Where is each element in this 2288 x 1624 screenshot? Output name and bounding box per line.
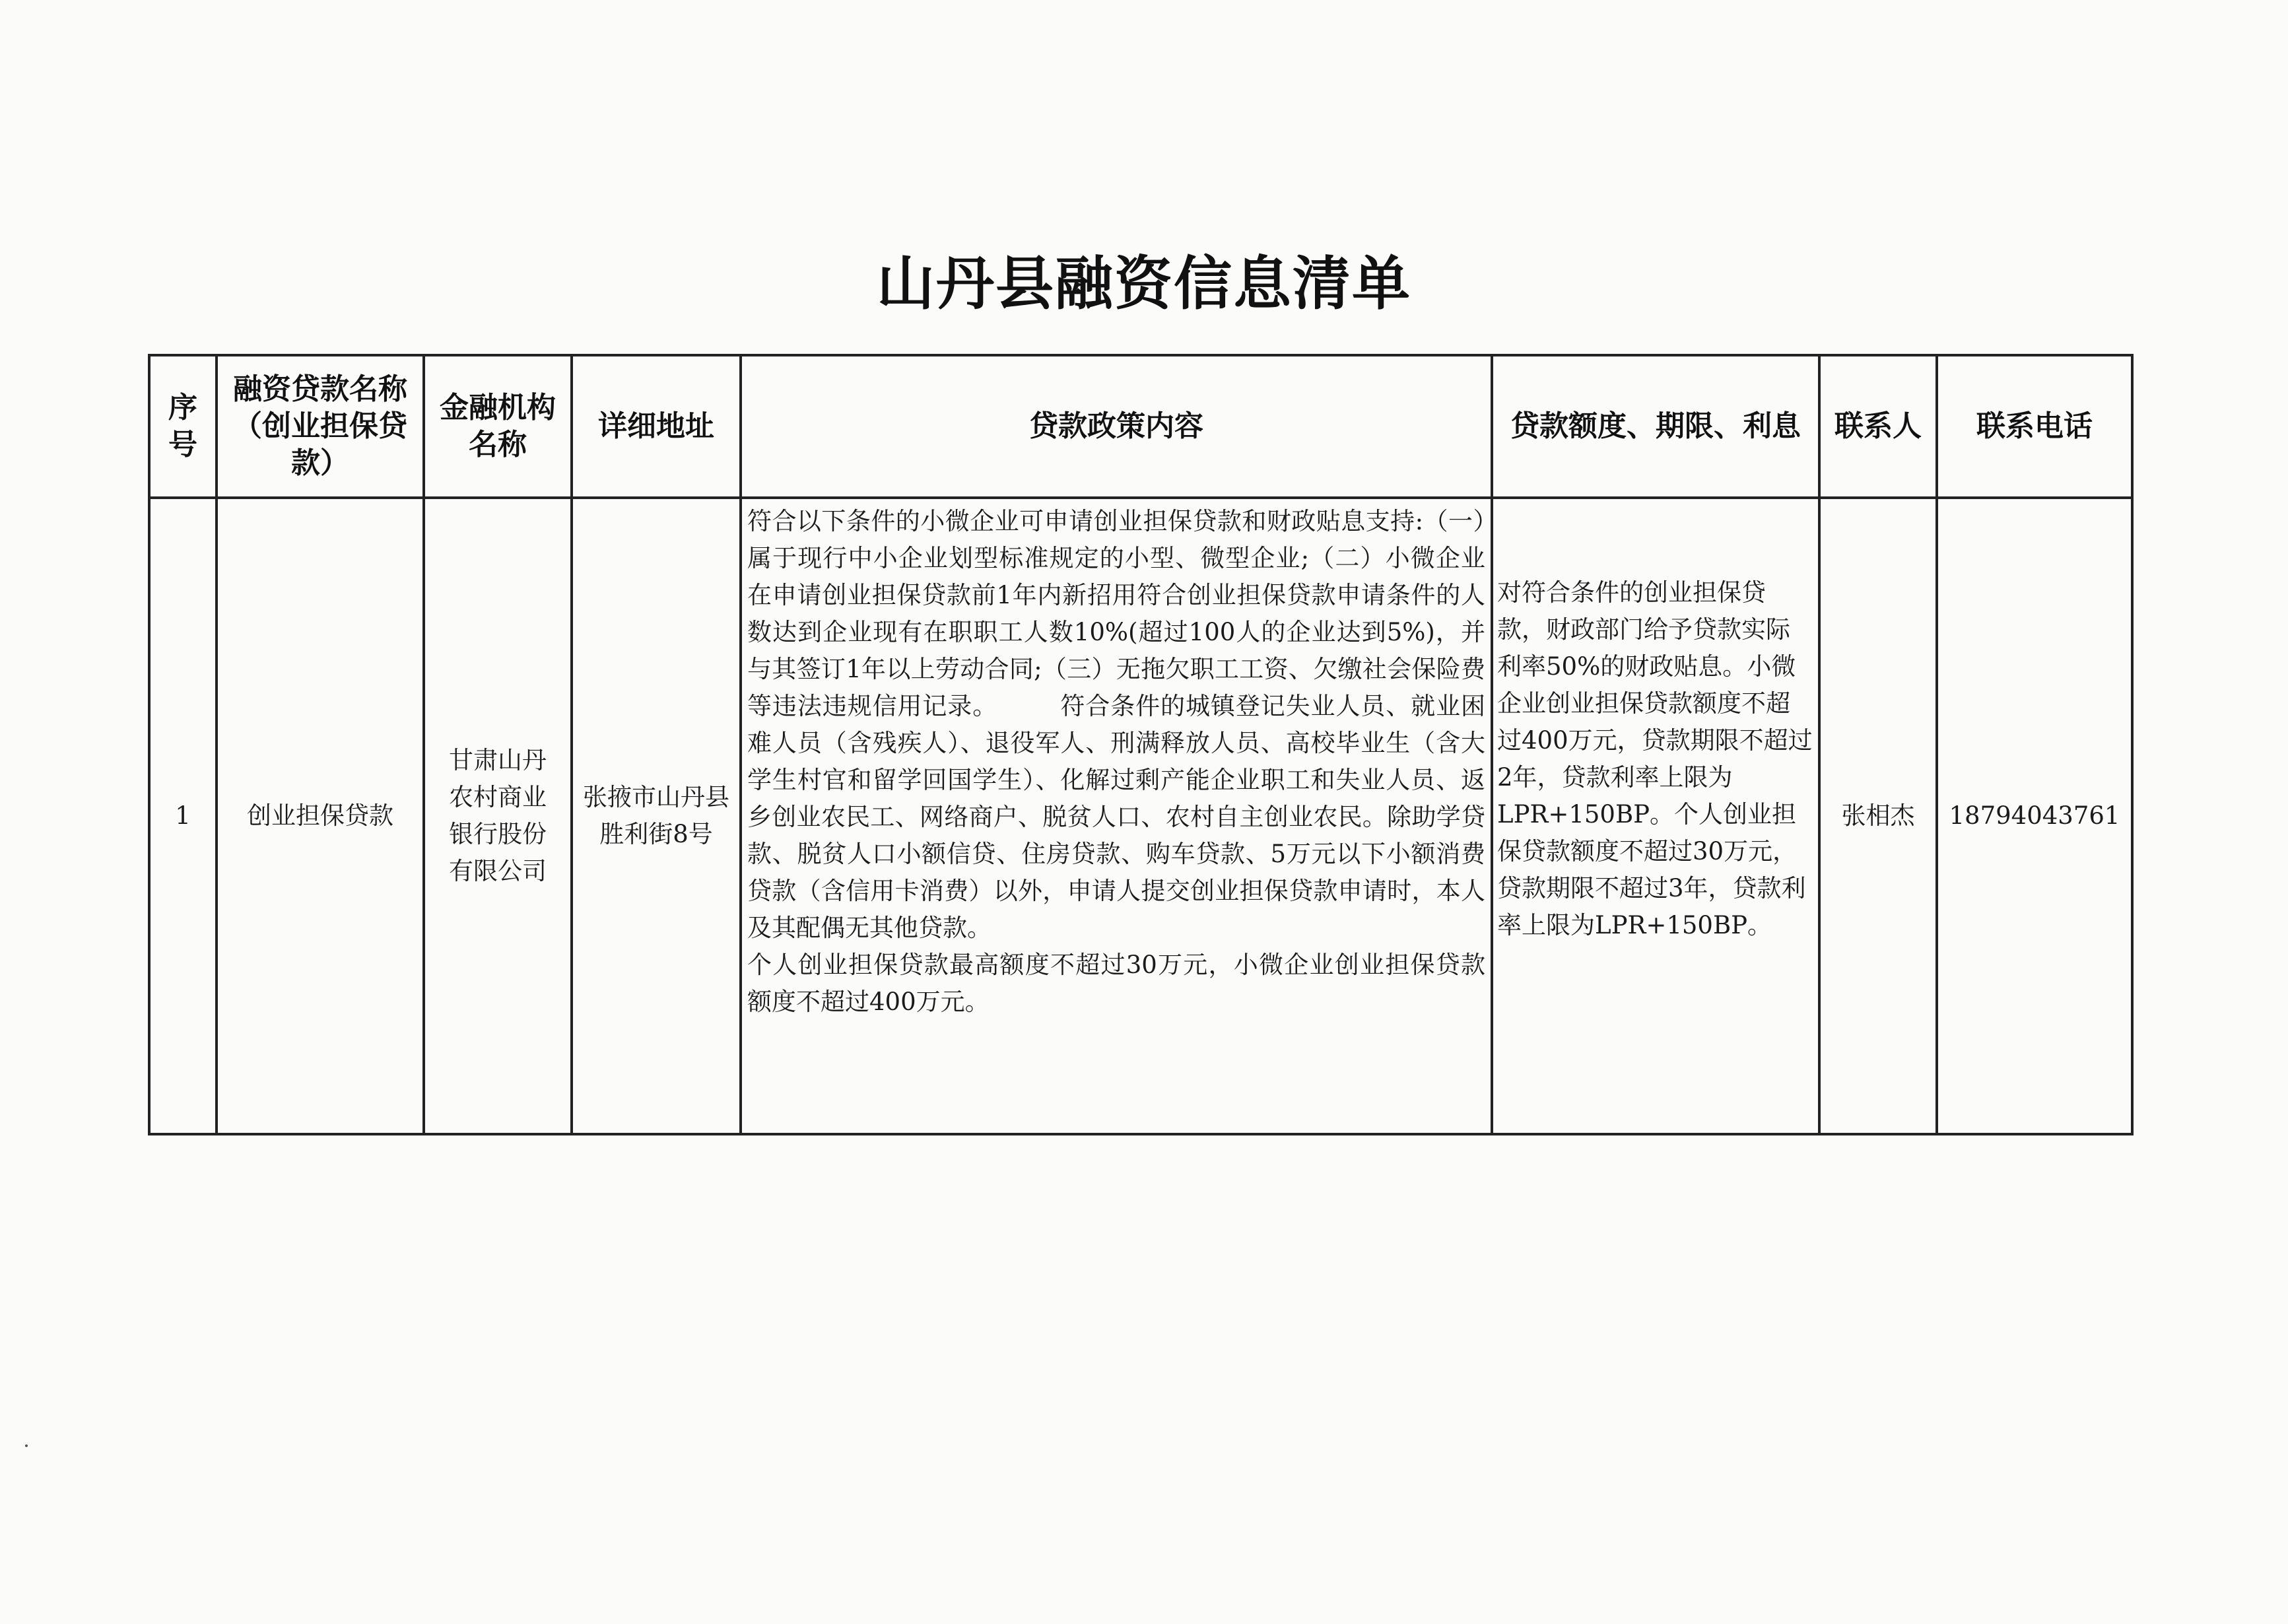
header-address: 详细地址	[572, 355, 741, 498]
table-header-row	[149, 355, 2132, 498]
cell-seq: 1	[149, 498, 217, 1134]
header-institution: 金融机构名称	[424, 355, 572, 498]
page-title: 山丹县融资信息清单	[876, 249, 1411, 318]
table-row	[149, 498, 2132, 1134]
policy-paragraph-2: 个人创业担保贷款最高额度不超过30万元，小微企业创业担保贷款额度不超过400万元。	[747, 951, 1485, 1016]
header-policy: 贷款政策内容	[741, 355, 1492, 498]
header-product: 融资贷款名称（创业担保贷款）	[217, 355, 424, 498]
cell-institution: 甘肃山丹农村商业银行股份有限公司	[424, 498, 572, 1134]
cell-terms: 对符合条件的创业担保贷款，财政部门给予贷款实际利率50%的财政贴息。小微企业创业担保贷款额度不超过400万元，贷款期限不超过2年，贷款利率上限为LPR+150BP。个人创业担保贷款额度不超过30万元，贷款期限不超过3年，贷款利率上限为LPR+150BP。	[1492, 498, 1819, 1134]
cell-product: 创业担保贷款	[217, 498, 424, 1134]
cell-contact: 张相杰	[1819, 498, 1937, 1134]
cell-phone: 18794043761	[1937, 498, 2132, 1134]
cell-policy	[741, 498, 1492, 1134]
cell-address: 张掖市山丹县胜利街8号	[572, 498, 741, 1134]
header-phone: 联系电话	[1937, 355, 2132, 498]
header-contact: 联系人	[1819, 355, 1937, 498]
header-terms: 贷款额度、期限、利息	[1492, 355, 1819, 498]
financing-info-table	[148, 354, 2134, 1135]
header-seq: 序号	[149, 355, 217, 498]
scan-speck	[25, 1444, 28, 1447]
policy-paragraph-1: 符合以下条件的小微企业可申请创业担保贷款和财政贴息支持:（一）属于现行中小企业划型标准规定的小型、微型企业;（二）小微企业在申请创业担保贷款前1年内新招用符合创业担保贷款申请条件的人数达到企业现有在职职工人数10%(超过100人的企业达到5%)，并与其签订1年以上劳动合同;（三）无拖欠职工工资、欠缴社会保险费等违法违规信用记录。 符合条件的城镇登记失业人员、就业困难人员（含残疾人）、退役军人、刑满释放人员、高校毕业生（含大学生村官和留学回国学生）、化解过剩产能企业职工和失业人员、返乡创业农民工、网络商户、脱贫人口、农村自主创业农民。除助学贷款、脱贫人口小额信贷、住房贷款、购车贷款、5万元以下小额消费贷款（含信用卡消费）以外，申请人提交创业担保贷款申请时，本人及其配偶无其他贷款。	[747, 507, 1485, 942]
